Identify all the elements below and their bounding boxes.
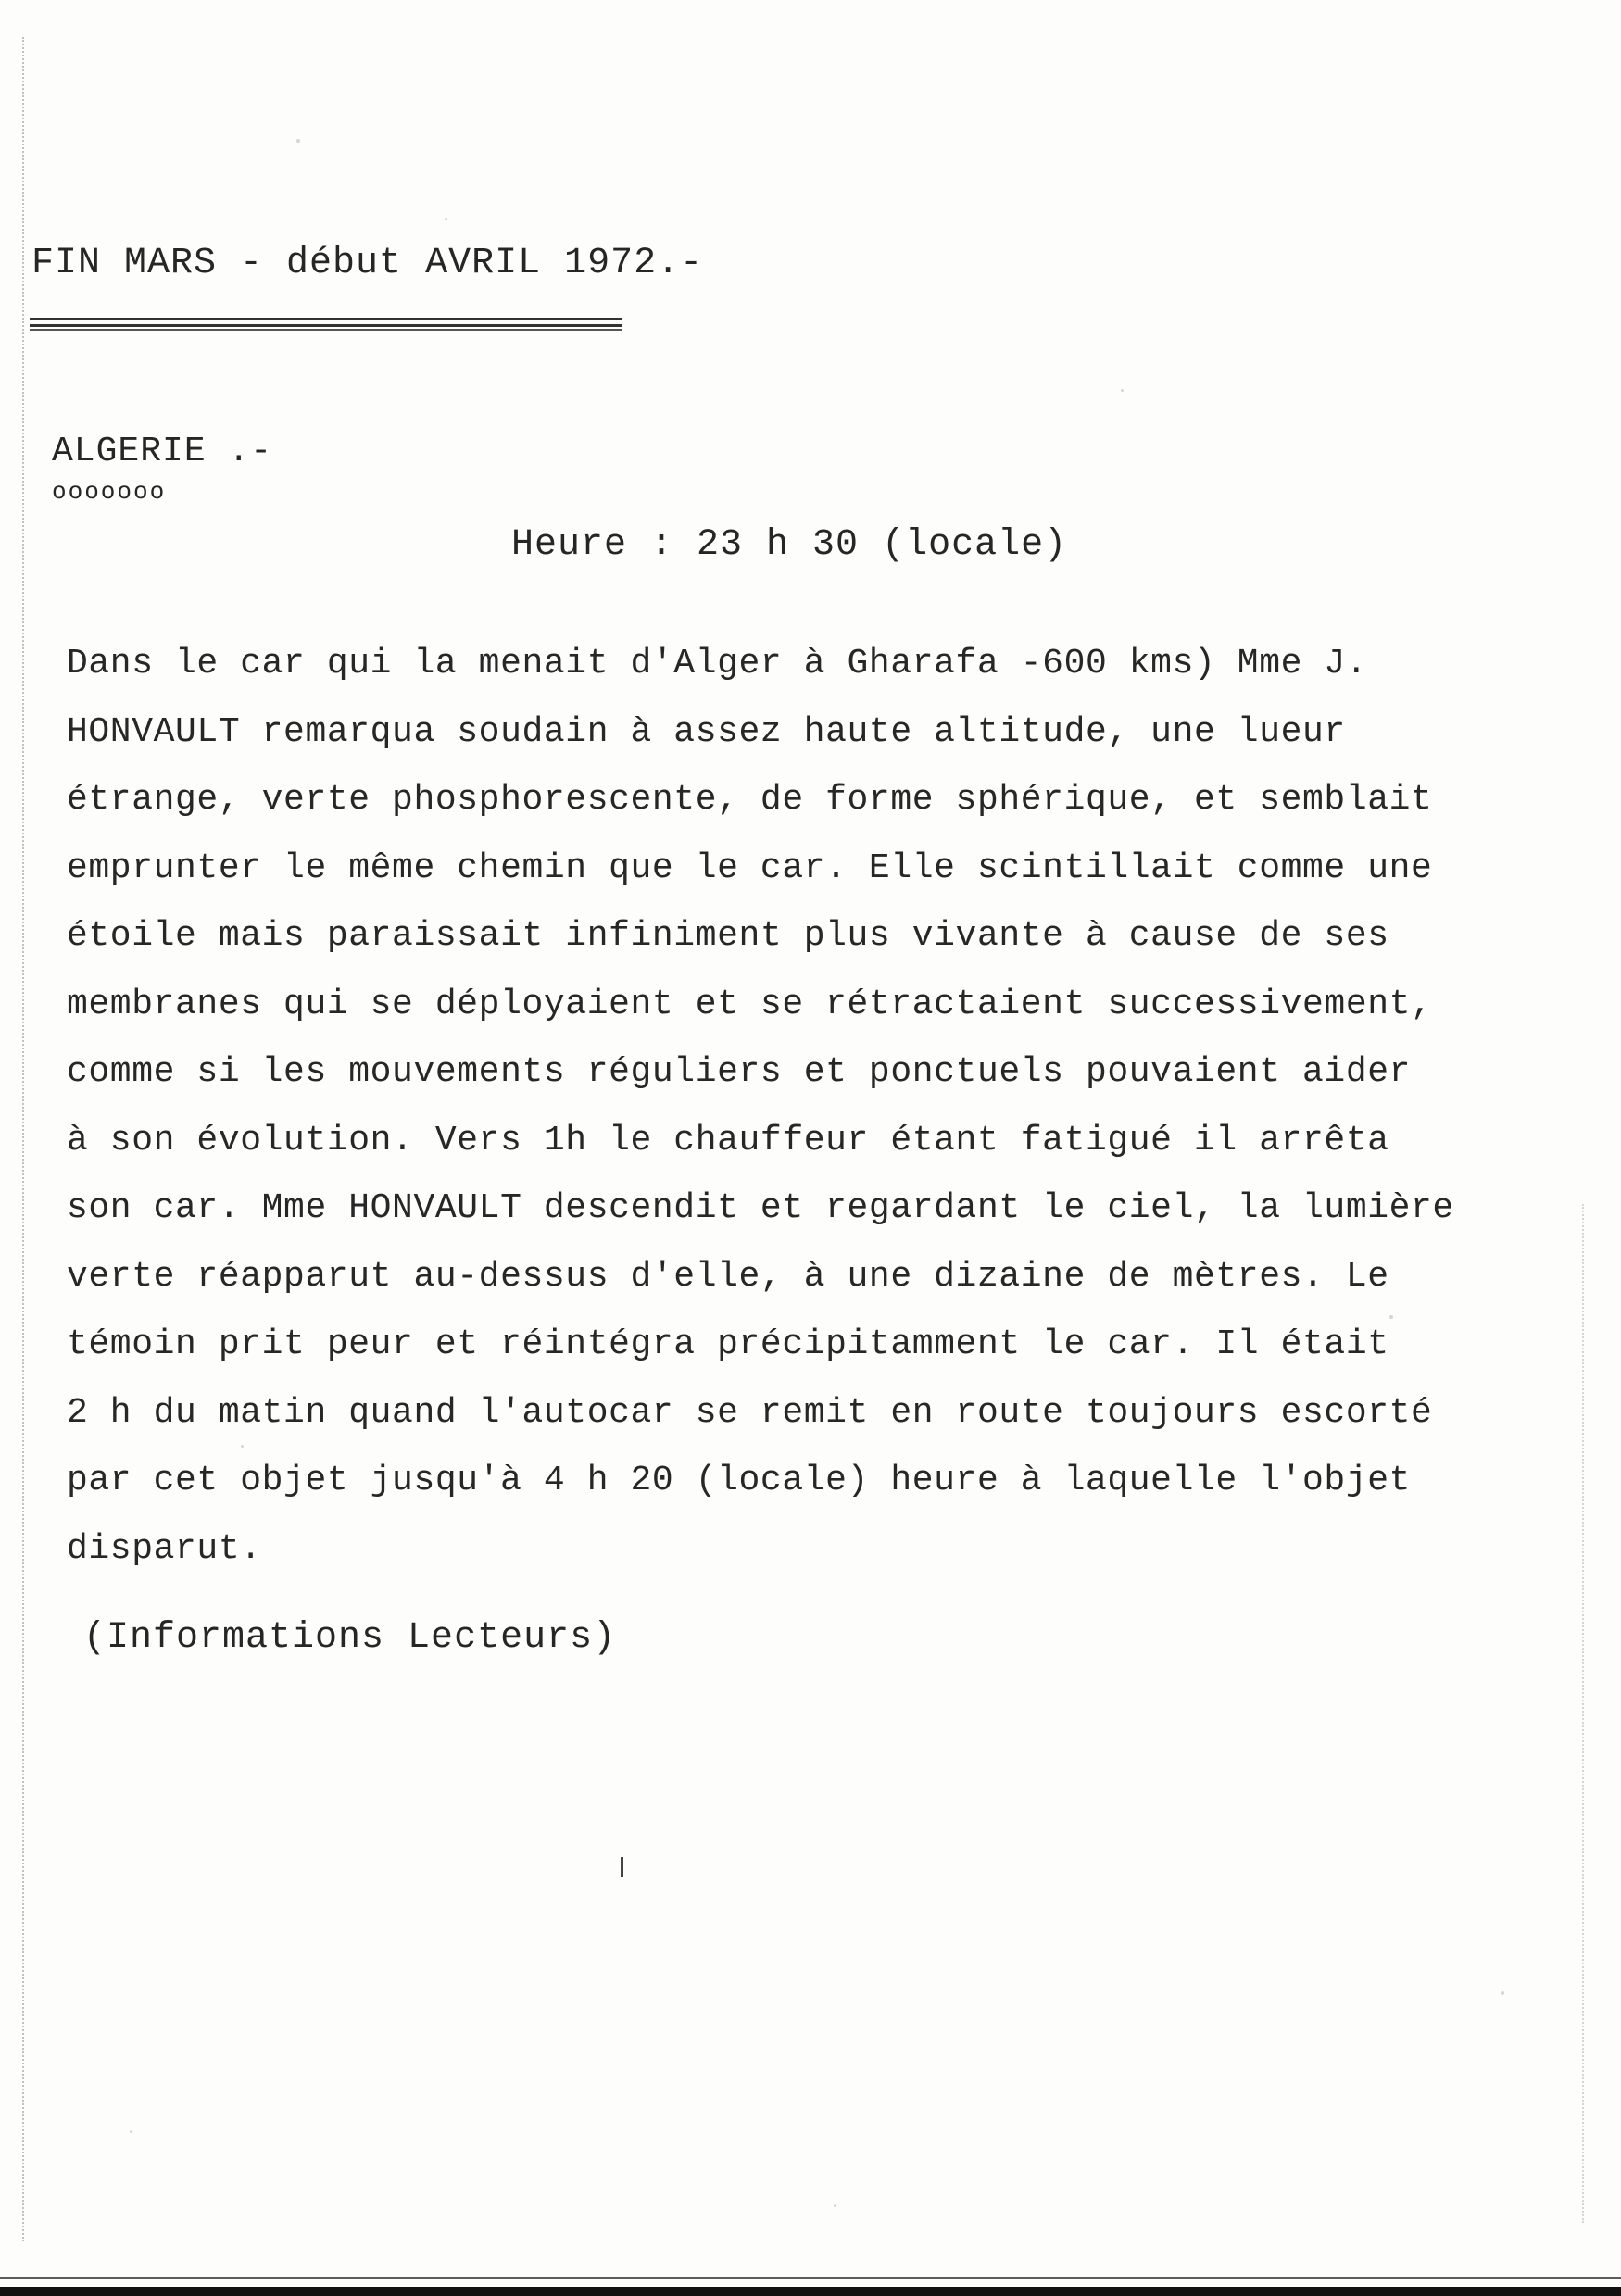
scan-speck	[445, 218, 447, 220]
scan-speck	[1501, 1991, 1504, 1995]
stray-ink-mark	[621, 1857, 623, 1877]
scan-speck	[296, 139, 300, 143]
bottom-edge-line	[0, 2277, 1621, 2279]
source-attribution: (Informations Lecteurs)	[83, 1617, 617, 1659]
body-line: témoin prit peur et réintégra précipitamment le car. Il était	[67, 1324, 1389, 1364]
date-header-underline	[30, 318, 622, 327]
body-line: étrange, verte phosphorescente, de forme sphérique, et semblait	[67, 780, 1433, 820]
body-line: par cet objet jusqu'à 4 h 20 (locale) heure à laquelle l'objet	[67, 1461, 1412, 1500]
scan-left-edge	[22, 37, 24, 2241]
country-heading-ornament: ooooooo	[52, 478, 167, 506]
body-line: à son évolution. Vers 1h le chauffeur étant fatigué il arrêta	[67, 1120, 1389, 1161]
report-body	[67, 630, 1512, 1583]
scan-speck	[1121, 389, 1124, 392]
time-of-sighting: Heure : 23 h 30 (locale)	[511, 524, 1068, 566]
body-line: disparut.	[67, 1528, 262, 1569]
date-header: FIN MARS - début AVRIL 1972.-	[31, 243, 704, 284]
body-line: HONVAULT remarqua soudain à assez haute altitude, une lueur	[67, 711, 1346, 752]
body-line: verte réapparut au-dessus d'elle, à une dizaine de mètres. Le	[67, 1256, 1389, 1297]
body-line: 2 h du matin quand l'autocar se remit en route toujours escorté	[67, 1392, 1433, 1433]
body-line: emprunter le même chemin que le car. Elle scintillait comme une	[67, 847, 1433, 888]
body-line: comme si les mouvements réguliers et ponctuels pouvaient aider	[67, 1052, 1412, 1092]
scan-speck	[241, 1445, 244, 1448]
body-line: étoile mais paraissait infiniment plus vivante à cause de ses	[67, 916, 1389, 956]
scan-speck	[1389, 1315, 1393, 1319]
scan-speck	[834, 2204, 836, 2207]
scan-right-edge	[1582, 1204, 1584, 2223]
body-line: Dans le car qui la menait d'Alger à Gharafa -600 kms) Mme J.	[67, 644, 1368, 684]
body-line: membranes qui se déployaient et se rétractaient successivement,	[67, 984, 1433, 1024]
body-line: son car. Mme HONVAULT descendit et regardant le ciel, la lumière	[67, 1188, 1454, 1228]
country-heading: ALGERIE .-	[52, 432, 273, 471]
scan-speck	[130, 2130, 132, 2133]
bottom-edge-bar	[0, 2287, 1621, 2296]
date-header-underline-second	[30, 329, 622, 331]
